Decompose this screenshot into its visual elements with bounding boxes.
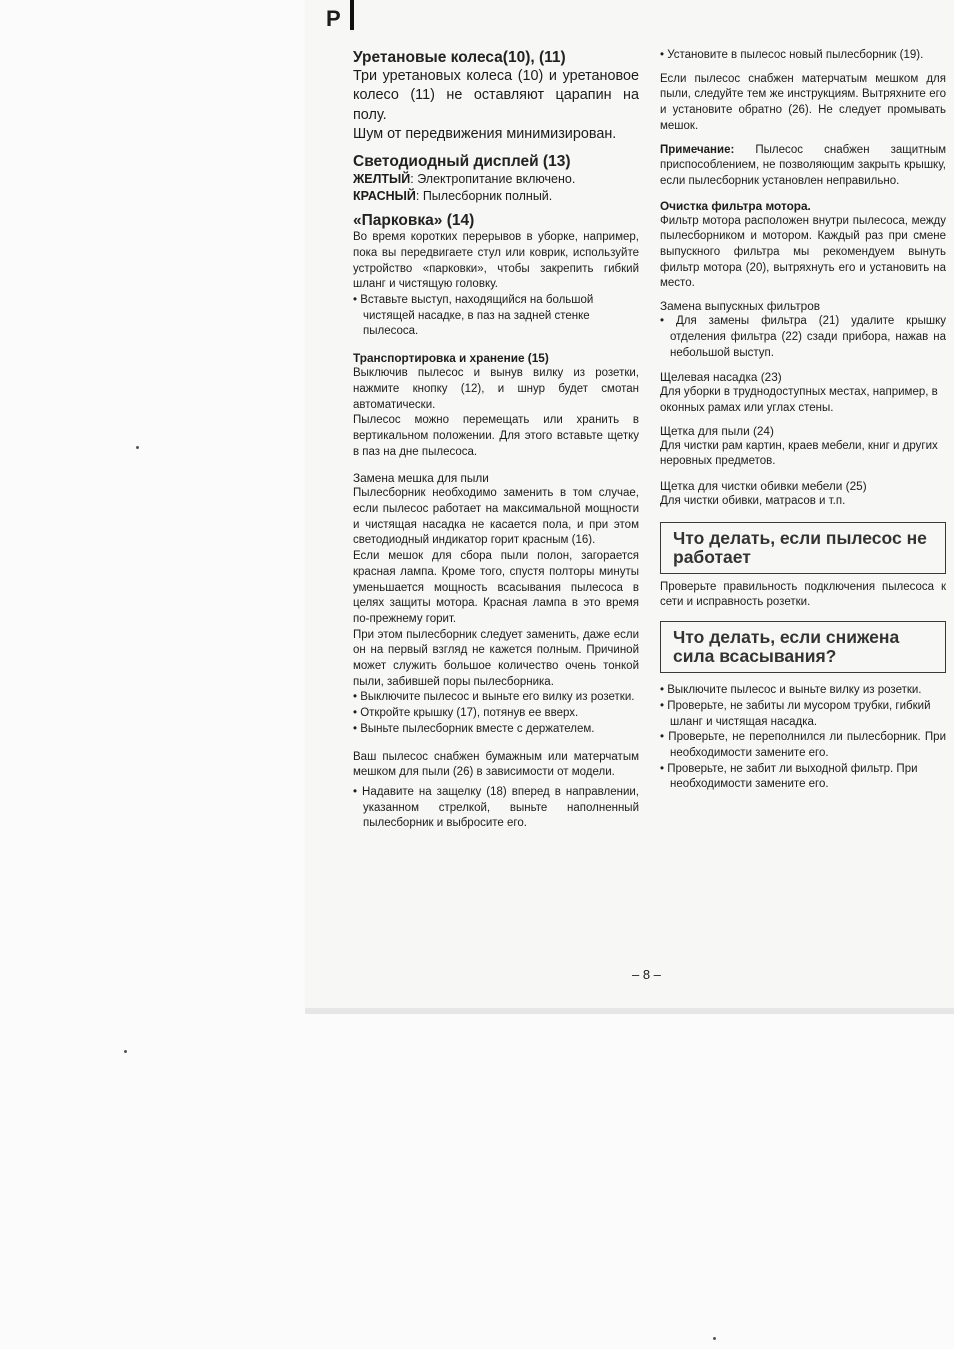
wheels-text: Три уретановых колеса (10) и уретановое колесо (11) не оставляют царапин на полу. [353, 68, 639, 123]
bag-text-1: Пылесборник необходимо заменить в том случае, если пылесос работает на максимальной мощности и чистящая насадка не касается пола, и при этом светодиодный индикатор горит красным (16). [353, 487, 639, 547]
bag-title: Замена мешка для пыли [353, 471, 489, 486]
trouble-2-bullet-1: • Выключите пылесос и выньте вилку из розетки. [660, 684, 922, 697]
bag-text-3: При этом пылесборник следует заменить, даже если он на первый взгляд не кажется полным. Причиной может служить большое количество очень тонкой пыли, забившей поры пылесборника. [353, 628, 639, 688]
trouble-box-suction [660, 621, 946, 673]
trouble-1-title: Что делать, если пылесос не работает [673, 527, 927, 567]
exhaust-bullet: • Для замены фильтра (21) удалите крышку отделения фильтра (22) сзади прибора, нажав на небольшой выступ. [660, 315, 946, 359]
park-text: Во время коротких перерывов в уборке, например, пока вы передвигаете стул или коврик, используйте устройство «парковки», чтобы закрепить гибкий шланг и чистящую головку. [353, 231, 639, 291]
crevice-title: Щелевая насадка (23) [660, 370, 782, 385]
language-mark: P [326, 6, 341, 31]
bag-bullet-3: • Выньте пылесборник вместе с держателем. [353, 722, 595, 735]
crevice-text: Для уборки в труднодоступных местах, например, в оконных рамах или углах стены. [660, 386, 938, 414]
scan-speck [713, 1337, 716, 1340]
left-column [353, 48, 639, 832]
dust-brush-title: Щетка для пыли (24) [660, 423, 774, 438]
transport-text-1: Выключив пылесос и вынув вилку из розетки, нажмите кнопку (12), и шнур будет смотан автоматически. [353, 367, 639, 411]
trouble-1-text: Проверьте правильность подключения пылесоса к сети и исправность розетки. [660, 580, 946, 609]
trouble-box-not-working [660, 522, 946, 574]
page-number: – 8 – [632, 967, 661, 982]
park-title: «Парковка» (14) [353, 212, 475, 230]
trouble-2-bullet-2: • Проверьте, не забиты ли мусором трубки, гибкий шланг и чистящая насадка. [660, 699, 931, 728]
right-column [660, 48, 946, 793]
paper-text: Ваш пылесос снабжен бумажным или матерчатым мешком для пыли (26) в зависимости от модели. [353, 750, 639, 779]
exhaust-title: Замена выпускных фильтров [660, 299, 821, 314]
upholstery-title: Щетка для чистки обивки мебели (25) [660, 479, 867, 494]
led-red: КРАСНЫЙ: Пылесборник полный. [353, 189, 553, 204]
paper-bullet: • Надавите на защелку (18) вперед в направлении, указанном стрелкой, выньте наполненный пылесборник и выбросите его. [353, 785, 639, 830]
led-yellow: ЖЕЛТЫЙ: Электропитание включено. [353, 172, 576, 187]
cloth-text: Если пылесос снабжен матерчатым мешком для пыли, следуйте тем же инструкциям. Вытряхните его и установите обратно (26). Не следует промывать мешок. [660, 72, 946, 132]
park-bullet: • Вставьте выступ, находящийся на большой чистящей насадке, в паз на задней стенке пылесоса. [353, 294, 594, 338]
dust-brush-text: Для чистки рам картин, краев мебели, книг и других неровных предметов. [660, 439, 938, 468]
trouble-2-bullet-4: • Проверьте, не забит ли выходной фильтр. При необходимости замените его. [660, 762, 918, 791]
language-bar [350, 0, 354, 30]
scan-speck [124, 1050, 127, 1053]
page-edge [305, 1008, 954, 1014]
scan-speck [136, 446, 139, 449]
trouble-2-bullet-3: • Проверьте, не переполнился ли пылесборник. При необходимости замените его. [660, 731, 946, 759]
wheels-title: Уретановые колеса(10), (11) [353, 49, 566, 66]
transport-text-2: Пылесос можно перемещать или хранить в вертикальном положении. Для этого вставьте щетку в паз на дне пылесоса. [353, 414, 639, 458]
bag-text-2: Если мешок для сбора пыли полон, загорается красная лампа. Кроме того, спустя полторы минуты уменьшается мощность всасывания пылесоса в целях защиты мотора. Красная лампа в это время по-прежнему горит. [353, 550, 639, 625]
motor-text: Фильтр мотора расположен внутри пылесоса, между пылесборником и мотором. Каждый раз при смене выпускного фильтра мы рекомендуем вынуть фильтр мотора (20), вытряхнуть его и установить на место. [660, 214, 946, 290]
note-text: Примечание: Пылесос снабжен защитным приспособлением, не позволяющим закрыть крышку, если пылесборник установлен неправильно. [660, 143, 946, 187]
trouble-2-title: Что делать, если снижена сила всасывания? [673, 627, 900, 667]
bag-bullet-1: • Выключите пылесос и выньте его вилку из розетки. [353, 691, 635, 704]
motor-title: Очистка фильтра мотора. [660, 198, 811, 213]
wheels-noise-text: Шум от передвижения минимизирован. [353, 125, 617, 142]
led-title: Светодиодный дисплей (13) [353, 153, 571, 171]
transport-title: Транспортировка и хранение (15) [353, 351, 549, 366]
install-bullet: • Установите в пылесос новый пылесборник (19). [660, 49, 924, 61]
bag-bullet-2: • Откройте крышку (17), потянув ее вверх. [353, 707, 579, 720]
upholstery-text: Для чистки обивки, матрасов и т.п. [660, 495, 846, 508]
